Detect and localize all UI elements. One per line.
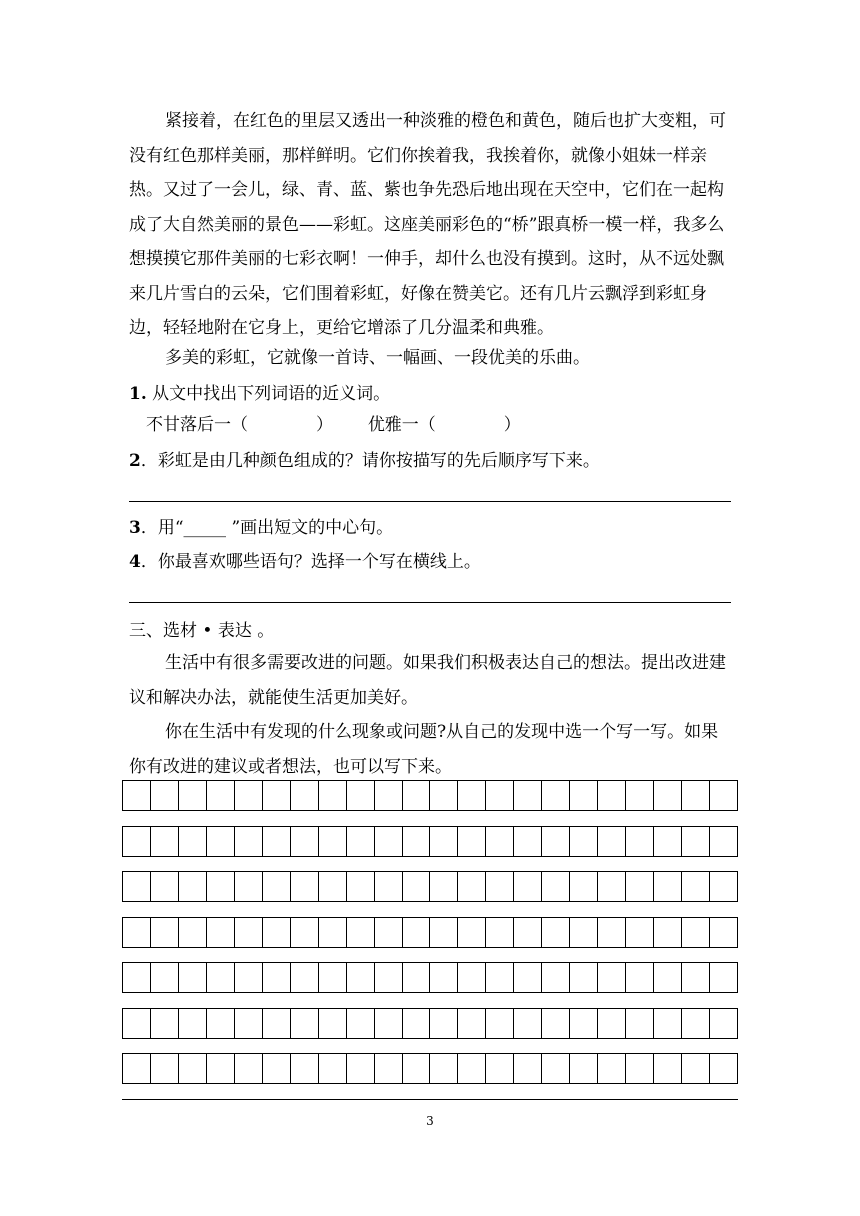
grid-cell[interactable]: [263, 918, 291, 947]
question-3: 3．用“_____ ”画出短文的中心句。: [129, 518, 394, 538]
grid-cell[interactable]: [375, 918, 403, 947]
grid-cell[interactable]: [151, 872, 179, 901]
grid-cell[interactable]: [682, 1054, 710, 1083]
grid-cell[interactable]: [598, 827, 626, 856]
question-2: 2．彩虹是由几种颜色组成的？请你按描写的先后顺序写下来。: [129, 451, 600, 471]
grid-cell[interactable]: [235, 918, 263, 947]
grid-cell[interactable]: [207, 1009, 235, 1038]
grid-cell[interactable]: [291, 918, 319, 947]
grid-cell[interactable]: [235, 781, 263, 810]
grid-cell[interactable]: [570, 781, 598, 810]
grid-cell[interactable]: [123, 827, 151, 856]
grid-cell[interactable]: [403, 1009, 431, 1038]
grid-cell[interactable]: [598, 918, 626, 947]
section-3-paragraph-2: 你在生活中有发现的什么现象或问题?从自己的发现中选一个写一写。如果你有改进的建议或者想法，也可以写下来。: [129, 722, 719, 777]
page-number: 3: [426, 1114, 434, 1128]
grid-cell[interactable]: [403, 963, 431, 992]
grid-cell[interactable]: [179, 963, 207, 992]
grid-cell[interactable]: [235, 963, 263, 992]
grid-cell[interactable]: [375, 872, 403, 901]
grid-cell[interactable]: [430, 781, 458, 810]
grid-cell[interactable]: [403, 827, 431, 856]
grid-cell[interactable]: [319, 872, 347, 901]
grid-cell[interactable]: [486, 827, 514, 856]
grid-cell[interactable]: [375, 781, 403, 810]
grid-cell[interactable]: [682, 1009, 710, 1038]
grid-cell[interactable]: [458, 872, 486, 901]
grid-cell[interactable]: [151, 1009, 179, 1038]
grid-cell[interactable]: [542, 827, 570, 856]
grid-cell[interactable]: [347, 963, 375, 992]
grid-cell[interactable]: [347, 872, 375, 901]
grid-cell[interactable]: [486, 872, 514, 901]
grid-cell[interactable]: [514, 827, 542, 856]
grid-cell[interactable]: [710, 963, 737, 992]
grid-cell[interactable]: [235, 1054, 263, 1083]
grid-cell[interactable]: [263, 1054, 291, 1083]
grid-cell[interactable]: [654, 781, 682, 810]
grid-cell[interactable]: [207, 872, 235, 901]
grid-cell[interactable]: [179, 1054, 207, 1083]
section-3-title: 三、选材 • 表达 。: [129, 621, 275, 641]
grid-cell[interactable]: [207, 1054, 235, 1083]
grid-cell[interactable]: [542, 781, 570, 810]
grid-cell[interactable]: [514, 918, 542, 947]
grid-cell[interactable]: [347, 918, 375, 947]
grid-cell[interactable]: [430, 918, 458, 947]
grid-cell[interactable]: [207, 827, 235, 856]
grid-cell[interactable]: [123, 963, 151, 992]
grid-cell[interactable]: [570, 963, 598, 992]
grid-cell[interactable]: [626, 781, 654, 810]
grid-cell[interactable]: [682, 918, 710, 947]
grid-cell[interactable]: [263, 872, 291, 901]
grid-cell[interactable]: [179, 918, 207, 947]
grid-cell[interactable]: [319, 1009, 347, 1038]
grid-cell[interactable]: [430, 827, 458, 856]
question-1: 1. 从文中找出下列词语的近义词。: [129, 384, 391, 404]
grid-cell[interactable]: [347, 781, 375, 810]
grid-cell[interactable]: [151, 918, 179, 947]
question-1-item-b: 优雅一（ ）: [367, 415, 521, 435]
grid-cell[interactable]: [375, 827, 403, 856]
grid-cell[interactable]: [598, 1054, 626, 1083]
grid-cell[interactable]: [123, 781, 151, 810]
grid-row: [122, 917, 738, 948]
grid-cell[interactable]: [291, 827, 319, 856]
grid-row: [122, 1008, 738, 1039]
grid-cell[interactable]: [263, 1009, 291, 1038]
grid-cell[interactable]: [542, 872, 570, 901]
grid-cell[interactable]: [207, 918, 235, 947]
grid-cell[interactable]: [179, 872, 207, 901]
grid-cell[interactable]: [458, 963, 486, 992]
grid-cell[interactable]: [514, 781, 542, 810]
grid-cell[interactable]: [598, 1009, 626, 1038]
grid-cell[interactable]: [263, 827, 291, 856]
grid-cell[interactable]: [403, 872, 431, 901]
grid-cell[interactable]: [319, 827, 347, 856]
grid-cell[interactable]: [458, 918, 486, 947]
grid-cell[interactable]: [319, 963, 347, 992]
passage-paragraph-2: 多美的彩虹，它就像一首诗、一幅画、一段优美的乐曲。: [165, 348, 590, 368]
grid-cell[interactable]: [682, 827, 710, 856]
grid-cell[interactable]: [514, 1054, 542, 1083]
grid-cell[interactable]: [710, 918, 737, 947]
grid-cell[interactable]: [542, 1054, 570, 1083]
grid-cell[interactable]: [486, 1009, 514, 1038]
grid-cell[interactable]: [682, 781, 710, 810]
grid-row: [122, 962, 738, 993]
grid-cell[interactable]: [235, 872, 263, 901]
grid-cell[interactable]: [570, 827, 598, 856]
grid-cell[interactable]: [710, 781, 737, 810]
grid-cell[interactable]: [626, 872, 654, 901]
grid-cell[interactable]: [570, 918, 598, 947]
grid-cell[interactable]: [486, 781, 514, 810]
grid-cell[interactable]: [486, 1054, 514, 1083]
grid-cell[interactable]: [710, 872, 737, 901]
grid-cell[interactable]: [375, 963, 403, 992]
grid-cell[interactable]: [598, 781, 626, 810]
grid-cell[interactable]: [151, 1054, 179, 1083]
question-4: 4．你最喜欢哪些语句？选择一个写在横线上。: [129, 552, 481, 572]
grid-cell[interactable]: [123, 1054, 151, 1083]
grid-cell[interactable]: [514, 963, 542, 992]
grid-cell[interactable]: [263, 781, 291, 810]
grid-cell[interactable]: [123, 872, 151, 901]
grid-cell[interactable]: [654, 1009, 682, 1038]
grid-cell[interactable]: [598, 963, 626, 992]
grid-cell[interactable]: [626, 963, 654, 992]
grid-cell[interactable]: [682, 872, 710, 901]
grid-row: [122, 826, 738, 857]
grid-cell[interactable]: [486, 918, 514, 947]
grid-cell[interactable]: [598, 872, 626, 901]
grid-cell[interactable]: [710, 1054, 737, 1083]
grid-cell[interactable]: [403, 918, 431, 947]
grid-cell[interactable]: [458, 827, 486, 856]
grid-cell[interactable]: [319, 918, 347, 947]
grid-cell[interactable]: [151, 827, 179, 856]
grid-cell[interactable]: [179, 781, 207, 810]
grid-cell[interactable]: [207, 781, 235, 810]
grid-cell[interactable]: [207, 963, 235, 992]
grid-cell[interactable]: [486, 963, 514, 992]
grid-cell[interactable]: [151, 781, 179, 810]
grid-cell[interactable]: [347, 1054, 375, 1083]
grid-cell[interactable]: [710, 1009, 737, 1038]
grid-row: [122, 871, 738, 902]
grid-cell[interactable]: [291, 963, 319, 992]
grid-cell[interactable]: [430, 1054, 458, 1083]
grid-cell[interactable]: [403, 1054, 431, 1083]
question-1-item-a: 不甘落后一（ ）: [146, 415, 333, 435]
grid-cell[interactable]: [654, 1054, 682, 1083]
grid-cell[interactable]: [235, 1009, 263, 1038]
grid-cell[interactable]: [654, 827, 682, 856]
grid-cell[interactable]: [710, 827, 737, 856]
grid-cell[interactable]: [291, 1054, 319, 1083]
grid-cell[interactable]: [570, 1054, 598, 1083]
grid-cell[interactable]: [514, 872, 542, 901]
grid-cell[interactable]: [682, 963, 710, 992]
footer-divider: [122, 1099, 738, 1100]
grid-cell[interactable]: [403, 781, 431, 810]
grid-cell[interactable]: [291, 1009, 319, 1038]
grid-cell[interactable]: [458, 781, 486, 810]
grid-cell[interactable]: [123, 1009, 151, 1038]
grid-cell[interactable]: [347, 1009, 375, 1038]
grid-cell[interactable]: [319, 781, 347, 810]
grid-cell[interactable]: [542, 963, 570, 992]
grid-cell[interactable]: [570, 1009, 598, 1038]
grid-cell[interactable]: [291, 781, 319, 810]
answer-line-q4[interactable]: [129, 602, 731, 603]
grid-cell[interactable]: [626, 827, 654, 856]
grid-cell[interactable]: [430, 963, 458, 992]
grid-cell[interactable]: [626, 1009, 654, 1038]
section-3-paragraph-1: 生活中有很多需要改进的问题。如果我们积极表达自己的想法。提出改进建议和解决办法，就能使生活更加美好。: [129, 653, 726, 708]
grid-cell[interactable]: [570, 872, 598, 901]
grid-cell[interactable]: [347, 827, 375, 856]
grid-cell[interactable]: [375, 1009, 403, 1038]
answer-line-q2[interactable]: [129, 501, 731, 502]
grid-cell[interactable]: [514, 1009, 542, 1038]
question-1-items: [146, 414, 521, 436]
grid-cell[interactable]: [179, 827, 207, 856]
grid-cell[interactable]: [291, 872, 319, 901]
grid-cell[interactable]: [430, 872, 458, 901]
grid-cell[interactable]: [654, 872, 682, 901]
grid-cell[interactable]: [626, 918, 654, 947]
grid-cell[interactable]: [458, 1009, 486, 1038]
grid-cell[interactable]: [542, 1009, 570, 1038]
grid-cell[interactable]: [626, 1054, 654, 1083]
grid-cell[interactable]: [179, 1009, 207, 1038]
passage-paragraph-1: 紧接着，在红色的里层又透出一种淡雅的橙色和黄色，随后也扩大变粗，可没有红色那样美丽，那样鲜明。它们你挨着我，我挨着你，就像小姐妹一样亲热。又过了一会儿，绿、青、蓝、紫也争先恐后地出现在天空中，它们在一起构成了大自然美丽的景色——彩虹。这座美丽彩色的“桥”跟真桥一模一样，我多么想摸摸它那件美丽的七彩衣啊！一伸手，却什么也没有摸到。这时，从不远处飘来几片雪白的云朵，它们围着彩虹，好像在赞美它。还有几片云飘浮到彩虹身边，轻轻地附在它身上，更给它增添了几分温柔和典雅。: [129, 111, 726, 338]
grid-cell[interactable]: [263, 963, 291, 992]
grid-cell[interactable]: [458, 1054, 486, 1083]
grid-row: [122, 1053, 738, 1084]
grid-cell[interactable]: [542, 918, 570, 947]
grid-cell[interactable]: [654, 963, 682, 992]
grid-cell[interactable]: [151, 963, 179, 992]
grid-cell[interactable]: [654, 918, 682, 947]
grid-cell[interactable]: [319, 1054, 347, 1083]
grid-cell[interactable]: [235, 827, 263, 856]
grid-cell[interactable]: [123, 918, 151, 947]
grid-row: [122, 780, 738, 811]
grid-cell[interactable]: [375, 1054, 403, 1083]
grid-cell[interactable]: [430, 1009, 458, 1038]
